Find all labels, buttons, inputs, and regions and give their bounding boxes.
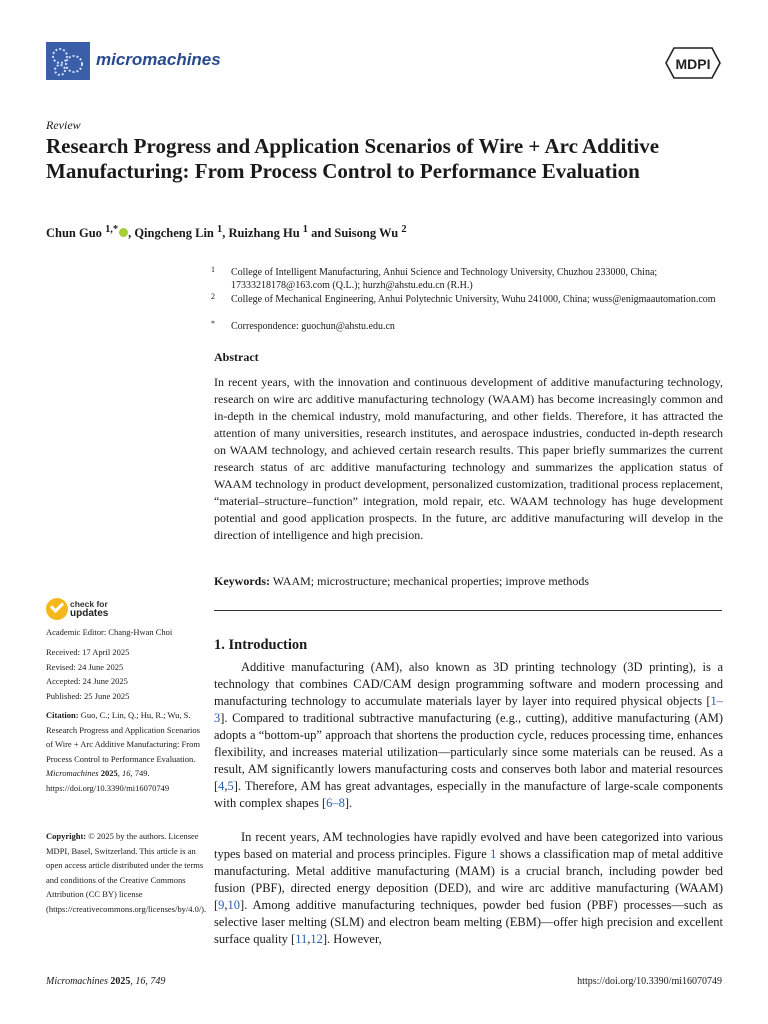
affiliation-text: Correspondence: guochun@ahstu.edu.cn xyxy=(231,321,395,332)
footer-year: 2025 xyxy=(110,976,131,987)
author-mark: 1 xyxy=(217,224,223,235)
keywords-text: WAAM; microstructure; mechanical properties; improve methods xyxy=(272,574,590,588)
reference-link[interactable]: 11 xyxy=(295,932,308,946)
paragraph-text: In recent years, AM technologies have rapidly evolved and have been categorized into various types based on material and process principles. Figure xyxy=(214,830,723,861)
paragraph-text: Additive manufacturing (AM), also known as 3D printing technology (3D printing), is a technology that combines CAD/CAM design programming software and modern processing and manufacturing technology to accumulate materials layer by layer into required physical objects [ xyxy=(214,660,723,708)
correspondence xyxy=(211,319,724,333)
reference-link[interactable]: 9 xyxy=(218,898,225,912)
footer-vol-page: , 16, 749 xyxy=(130,976,166,987)
paragraph-text: ]. Compared to traditional subtractive manufacturing (e.g., cutting), additive manufacturing (AM) adopts a “bottom-up” approach that shortens the production cycle, reduces processing time, enhances flexibility, and increases material utilization—particularly since some materials can be reused. As a result, AM significantly lowers manufacturing costs and conserves both labor and material resources [ xyxy=(214,711,723,793)
paragraph-text: ]. Among additive manufacturing techniques, powder bed fusion (PBF) processes—such as selective laser melting (SLM) and electron beam melting (EBM)—offer high precision and excellent surface quality [ xyxy=(214,898,723,946)
author-separator: and xyxy=(308,226,335,241)
author-list xyxy=(46,224,407,241)
paragraph-text: , xyxy=(307,932,311,946)
affiliation-mark: 1 xyxy=(211,265,215,274)
paragraph-text: ]. Therefore, AM has great advantages, especially in the manufacture of large-scale components with complex shapes [ xyxy=(214,779,723,810)
gear-icon xyxy=(46,42,90,80)
abstract-heading: Abstract xyxy=(214,350,259,364)
reference-link[interactable]: 6–8 xyxy=(326,796,345,810)
paragraph-text: ]. xyxy=(344,796,353,810)
date-revised: Revised: 24 June 2025 xyxy=(46,661,124,672)
paragraph-text: , xyxy=(224,779,228,793)
footer-citation xyxy=(46,976,165,987)
date-published: Published: 25 June 2025 xyxy=(46,690,130,701)
paragraph-text: shows a classification map of metal additive manufacturing. Metal additive manufacturing (MAM) is a crucial branch, including powder bed fusion (PBF), directed energy deposition (DED), and wire arc additive manufacturing (WAAM) [ xyxy=(214,847,724,912)
citation-block: Citation: Guo, C.; Lin, Q.; Hu, R.; Wu, S. Research Progress and Application Scenarios of Wire + Arc Additive Manufacturing: From Process Control to Performance Evaluation. Micromachines 2025, 16, 749. https://doi.org/10.3390/mi16070749 xyxy=(46,710,200,793)
reference-link[interactable]: 1 xyxy=(490,847,497,861)
section-heading: 1. Introduction xyxy=(214,637,308,653)
affiliation xyxy=(211,265,724,292)
citation-doi[interactable]: , 749. https://doi.org/10.3390/mi16070749 xyxy=(46,768,170,793)
intro-paragraph-1 xyxy=(214,659,723,812)
date-received: Received: 17 April 2025 xyxy=(46,647,130,657)
divider xyxy=(214,610,722,611)
author-mark: 1,* xyxy=(105,224,119,235)
citation-text: Guo, C.; Lin, Q.; Hu, R.; Wu, S. Research Progress and Application Scenarios of Wire + Arc Additive Manufacturing: From Process Control to Performance Evaluation. xyxy=(46,710,200,764)
check-line1: check for xyxy=(70,599,108,609)
citation-year: 2025 xyxy=(100,768,118,778)
copyright-text: © 2025 by the authors. Licensee MDPI, Basel, Switzerland. This article is an open access article distributed under the terms and conditions of the Creative Commons Attribution (CC BY) license (https://creativecommons.org/licenses/by/4.0/). xyxy=(46,831,207,914)
affiliation xyxy=(211,292,724,306)
keywords xyxy=(214,574,589,589)
footer-doi[interactable]: https://doi.org/10.3390/mi16070749 xyxy=(577,976,722,987)
article-type: Review xyxy=(46,118,81,132)
publisher-logo[interactable] xyxy=(664,46,722,80)
author-separator: , xyxy=(222,226,229,241)
reference-link[interactable]: 10 xyxy=(227,898,241,912)
citation-volume: 16 xyxy=(121,768,131,778)
copyright-label: Copyright: xyxy=(46,831,87,841)
reference-link[interactable]: 1–3 xyxy=(214,694,723,725)
academic-editor: Academic Editor: Chang-Hwan Choi xyxy=(46,627,173,637)
journal-name[interactable]: micromachines xyxy=(96,50,221,69)
check-line2: updates xyxy=(70,608,109,619)
citation-journal: Micromachines xyxy=(46,768,99,778)
paragraph-text: , xyxy=(224,898,228,912)
affiliation-mark: 2 xyxy=(211,292,215,301)
author-name[interactable]: Chun Guo xyxy=(46,226,102,241)
keywords-label: Keywords: xyxy=(214,574,270,588)
author-mark: 1 xyxy=(302,224,308,235)
footer-journal: Micromachines xyxy=(46,976,108,987)
reference-link[interactable]: 4 xyxy=(218,779,225,793)
date-accepted: Accepted: 24 June 2025 xyxy=(46,676,128,686)
abstract-text: In recent years, with the innovation and continuous development of additive manufacturing technology, research on wire arc additive manufacturing technology (WAAM) has become increasingly common and in-depth in the chemical industry, mold manufacturing, and other fields. Therefore, it has attracted the attention of many universities, research institutes, and aerospace industries, conducted in-depth research on WAAM technology, and achieved certain research results. This paper briefly summarizes the current research status of arc additive manufacturing technology and summarizes the application status of WAAM technology in product development, personalized customization, traditional process replacement, “material–structure–function” integration, mold repair, etc. WAAM technology has huge development potential and good application prospects. In the future, arc additive manufacturing will develop in the direction of intelligence and high precision. xyxy=(214,375,723,542)
author-separator: , xyxy=(128,226,135,241)
check-icon xyxy=(46,598,68,620)
intro-paragraph-2 xyxy=(214,829,723,948)
author-name[interactable]: Ruizhang Hu xyxy=(228,226,300,241)
affiliation-text: College of Mechanical Engineering, Anhui Polytechnic University, Wuhu 241000, China; wuss@enigmaautomation.com xyxy=(231,294,716,305)
reference-link[interactable]: 5 xyxy=(227,779,234,793)
author-name[interactable]: Qingcheng Lin xyxy=(134,226,214,241)
copyright-block xyxy=(46,829,206,916)
publisher-name: MDPI xyxy=(675,56,711,72)
orcid-icon[interactable] xyxy=(119,228,128,237)
dates-block xyxy=(46,645,206,703)
paragraph-text: ]. However, xyxy=(322,932,382,946)
reference-link[interactable]: 12 xyxy=(310,932,323,946)
author-mark: 2 xyxy=(401,224,407,235)
journal-logo xyxy=(46,42,90,80)
article-title: Research Progress and Application Scenarios of Wire + Arc Additive Manufacturing: From Process Control to Performance Evaluation xyxy=(46,134,660,183)
affiliation-mark: * xyxy=(211,319,215,328)
author-name[interactable]: Suisong Wu xyxy=(334,226,399,241)
citation-label: Citation: xyxy=(46,710,79,720)
affiliation-text: College of Intelligent Manufacturing, Anhui Science and Technology University, Chuzhou 233000, China; 17333218178@163.com (Q.L.); hurzh@ahstu.edu.cn (R.H.) xyxy=(231,267,658,291)
